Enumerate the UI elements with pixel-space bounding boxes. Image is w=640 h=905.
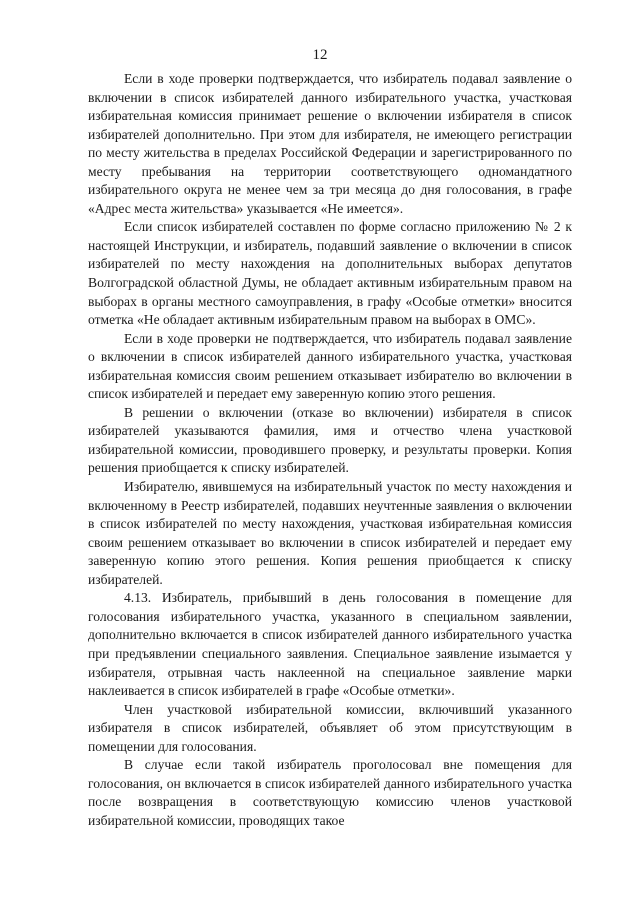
paragraph-decision-contents: В решении о включении (отказе во включении) избирателя в список избирателей указываются фамилия, имя и отчество члена участковой избирательной комиссии, проводившего проверку, и результаты проверки. Копия решения приобщается к списку избирателей.	[88, 404, 572, 476]
paragraph-commission-member: Член участковой избирательной комиссии, включивший указанного избирателя в список избирателей, объявляет об этом присутствующим в помещении для голосования.	[88, 701, 572, 754]
paragraph-registry-voter: Избирателю, явившемуся на избирательный участок по месту нахождения и включенному в Реестр избирателей, подавших неучтенные заявления о включении в список избирателей по месту нахождения, участковая избирательная комиссия своим решением отказывает во включении в список избирателей и передает ему заверенную копию этого решения. Копия решения приобщается к списку избирателей.	[88, 479, 572, 587]
paragraph-section-4-13: 4.13. Избиратель, прибывший в день голосования в помещение для голосования избирательного участка, указанного в специальном заявлении, дополнительно включается в список избирателей данного избирательного участка при предъявлении специального заявления. Специальное заявление изымается у избирателя, отрывная часть наклеенной на специальное заявление марки наклеивается в список избирателей в графе «Особые отметки».	[88, 590, 572, 699]
paragraph-verification-confirmed: Если в ходе проверки подтверждается, что избиратель подавал заявление о включении в список избирателей данного избирательного участка, участковая избирательная комиссия принимает решение о включении избирателя в список избирателей дополнительно. При этом для избирателя, не имеющего регистрации по месту жительства в пределах Российской Федерации и зарегистрированного по месту пребывания на территории соответствующего одномандатного избирательного округа не менее чем за три месяца до дня голосования, в графе «Адрес места жительства» указывается «Не имеется».	[88, 71, 572, 216]
document-body	[88, 70, 572, 830]
page-number: 12	[312, 47, 328, 63]
paragraph-outside-voting: В случае если такой избиратель проголосовал вне помещения для голосования, он включается в список избирателей данного избирательного участка после возвращения в соответствующую комиссию членов участковой избирательной комиссии, проводящих такое	[88, 757, 572, 828]
paragraph-verification-not-confirmed: Если в ходе проверки не подтверждается, что избиратель подавал заявление о включении в список избирателей данного избирательного участка, участковая избирательная комиссия своим решением отказывает избирателю во включении в список избирателей и передает ему заверенную копию этого решения.	[88, 330, 572, 402]
paragraph-appendix-2-list: Если список избирателей составлен по форме согласно приложению № 2 к настоящей Инструкции, и избиратель, подавший заявление о включении в список избирателей по месту нахождения на дополнительных выборах депутатов Волгоградской областной Думы, не обладает активным избирательным правом на выборах в органы местного самоуправления, в графу «Особые отметки» вносится отметка «Не обладает активным избирательным правом на выборах в ОМС».	[88, 219, 572, 328]
